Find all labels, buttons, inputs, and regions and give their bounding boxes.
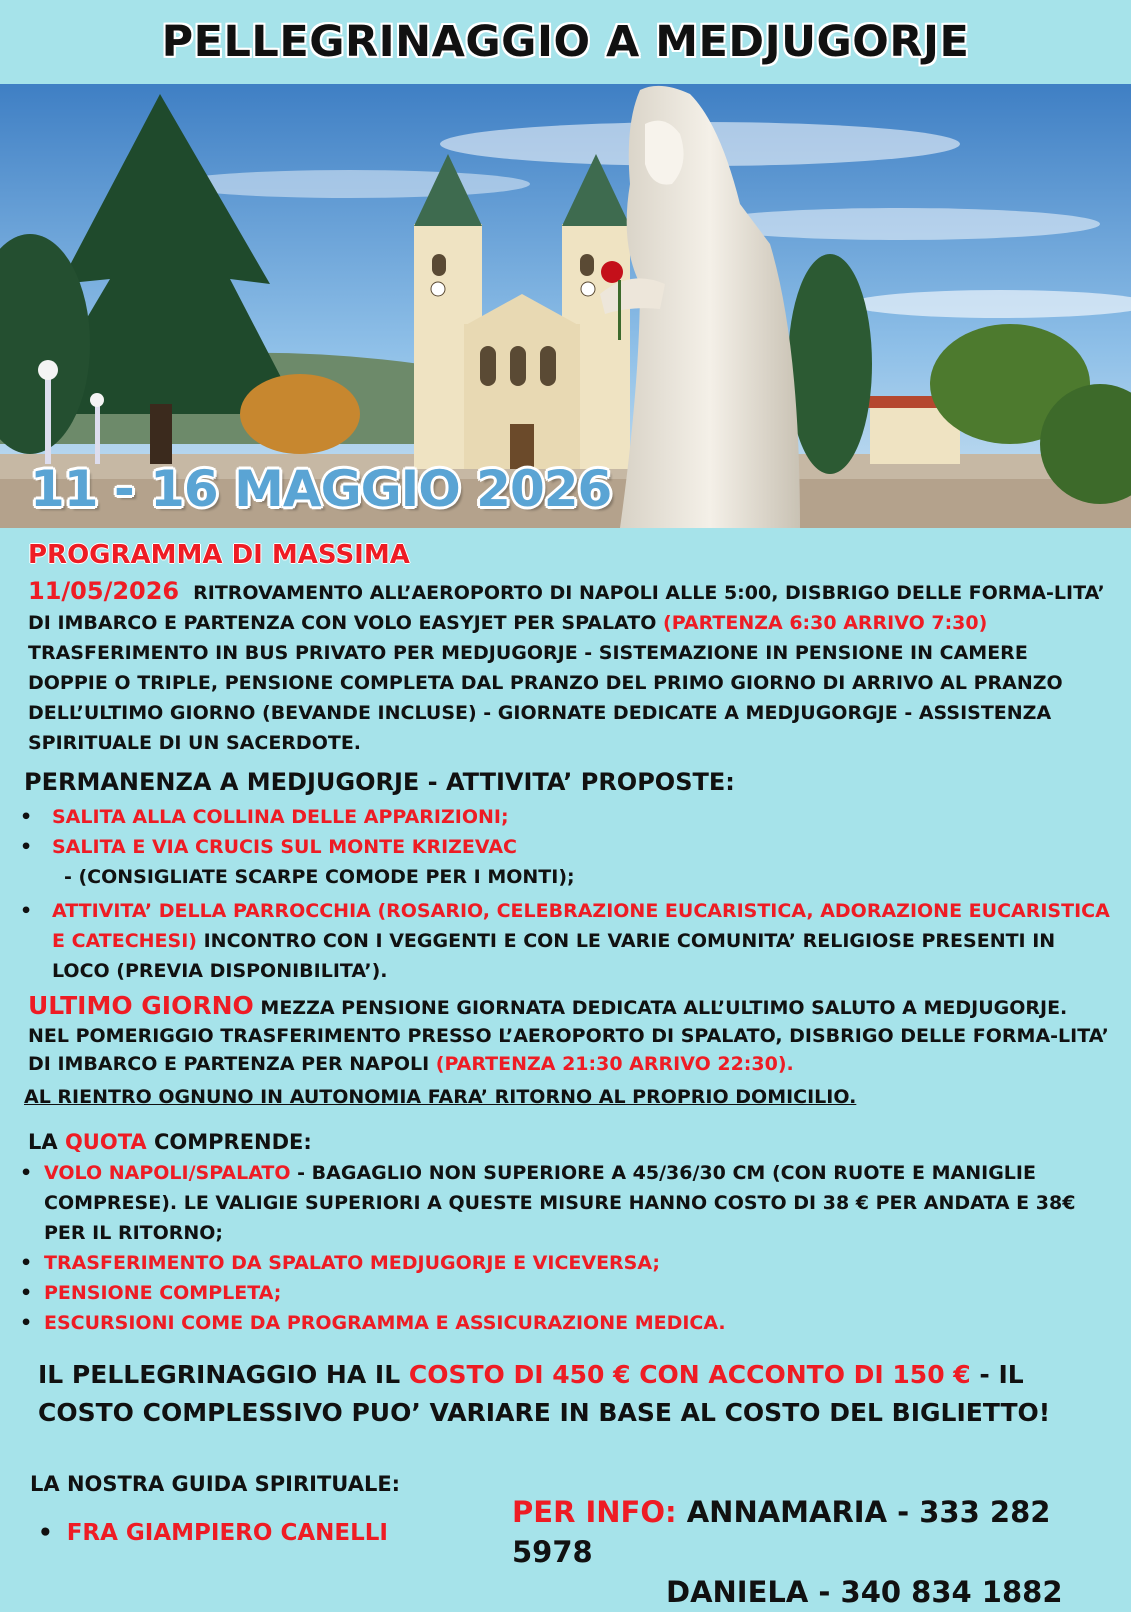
info-label: PER INFO: — [512, 1495, 677, 1529]
quota-item-3: PENSIONE COMPLETA; — [44, 1282, 282, 1304]
bullet-icon: • — [20, 1162, 33, 1184]
title-bar — [0, 0, 1131, 84]
page-title: PELLEGRINAGGIO A MEDJUGORJE — [161, 17, 970, 67]
contact-info — [512, 1492, 1131, 1612]
day1-times: (PARTENZA 6:30 ARRIVO 7:30) — [663, 612, 988, 634]
day1-text-b: TRASFERIMENTO IN BUS PRIVATO PER MEDJUGORJE - SISTEMAZIONE IN PENSIONE IN CAMERE DOPPIE O TRIPLE, PENSIONE COMPLETA DAL PRANZO DEL PRIMO GIORNO DI ARRIVO AL PRANZO DELL’ULTIMO GIORNO (BEVANDE INCLUSE) - GIORNATE DEDICATE A MEDJUGORGJE - ASSISTENZA SPIRITUALE DI UN SACERDOTE. — [28, 642, 1063, 754]
cost-statement — [38, 1356, 1114, 1432]
quota-suffix: COMPRENDE: — [153, 1130, 312, 1154]
day1-text-a: RITROVAMENTO ALL’AEROPORTO DI NAPOLI ALLE 5:00, DISBRIGO DELLE FORMA-LITA’ DI IMBARCO E PARTENZA CON VOLO EASYJET PER SPALATO — [28, 582, 1105, 634]
bullet-icon: • — [20, 1282, 33, 1304]
activity-2-note: - (CONSIGLIATE SCARPE COMODE PER I MONTI); — [64, 866, 575, 888]
list-item — [20, 1278, 1114, 1308]
activity-2: SALITA E VIA CRUCIS SUL MONTE KRIZEVAC — [52, 836, 517, 858]
activity-1: SALITA ALLA COLLINA DELLE APPARIZIONI; — [52, 806, 509, 828]
quota-item-1-black: - BAGAGLIO NON SUPERIORE A 45/36/30 CM (CON RUOTE E MANIGLIE COMPRESE). LE VALIGIE SUPERIORI A QUESTE MISURE HANNO COSTO DI 38 € PER ANDATA E 38€ PER IL RITORNO; — [44, 1162, 1076, 1244]
program-day1 — [28, 576, 1114, 758]
activities-list — [20, 802, 1114, 986]
activity-3-red: ATTIVITA’ DELLA PARROCCHIA (ROSARIO, CELEBRAZIONE EUCARISTICA, ADORAZIONE EUCARISTICA E CATECHESI) — [52, 900, 1110, 952]
quota-item-2: TRASFERIMENTO DA SPALATO MEDJUGORJE E VICEVERSA; — [44, 1252, 661, 1274]
cost-prefix: IL PELLEGRINAGGIO HA IL — [38, 1360, 401, 1389]
cost-amount: COSTO DI 450 € CON ACCONTO DI 150 € — [408, 1360, 971, 1389]
last-day-label: ULTIMO GIORNO — [28, 991, 254, 1020]
program-heading: PROGRAMMA DI MASSIMA — [28, 540, 410, 570]
day1-date: 11/05/2026 — [28, 577, 180, 605]
bullet-icon: • — [20, 1312, 33, 1334]
content — [20, 540, 1114, 1432]
bullet-icon: • — [20, 836, 33, 858]
quota-word: QUOTA — [64, 1130, 147, 1154]
guide-name — [38, 1520, 388, 1546]
bullet-icon: • — [20, 1252, 33, 1274]
list-item — [20, 1158, 1114, 1248]
contact-2: DANIELA - 340 834 1882 — [666, 1575, 1063, 1609]
guide-name-text: FRA GIAMPIERO CANELLI — [66, 1520, 388, 1546]
activity-3-black: INCONTRO CON I VEGGENTI E CON LE VARIE COMUNITA’ RELIGIOSE PRESENTI IN LOCO (PREVIA DISPONIBILITA’). — [52, 930, 1056, 982]
bullet-icon: • — [38, 1520, 53, 1546]
cost-suffix: - IL COSTO COMPLESSIVO PUO’ VARIARE IN BASE AL COSTO DEL BIGLIETTO! — [38, 1360, 1051, 1427]
bullet-icon: • — [20, 900, 33, 922]
quota-prefix: LA — [28, 1130, 58, 1154]
list-item — [20, 832, 1114, 862]
activities-heading: PERMANENZA A MEDJUGORJE - ATTIVITA’ PROPOSTE: — [24, 768, 735, 796]
return-note: AL RIENTRO OGNUNO IN AUTONOMIA FARA’ RITORNO AL PROPRIO DOMICILIO. — [24, 1086, 857, 1108]
last-day — [28, 992, 1114, 1078]
quota-item-1-red: VOLO NAPOLI/SPALATO — [44, 1162, 291, 1184]
quota-list — [20, 1158, 1114, 1338]
last-day-text: MEZZA PENSIONE GIORNATA DEDICATA ALL’ULTIMO SALUTO A MEDJUGORJE. NEL POMERIGGIO TRASFERIMENTO PRESSO L’AEROPORTO DI SPALATO, DISBRIGO DELLE FORMA-LITA’ DI IMBARCO E PARTENZA PER NAPOLI — [28, 997, 1109, 1075]
last-day-times: (PARTENZA 21:30 ARRIVO 22:30). — [435, 1053, 794, 1075]
contact-1: ANNAMARIA - 333 282 5978 — [512, 1495, 1051, 1569]
list-item — [20, 896, 1114, 986]
list-item — [20, 802, 1114, 832]
quota-heading — [28, 1130, 1114, 1154]
guide-heading: LA NOSTRA GUIDA SPIRITUALE: — [30, 1472, 401, 1496]
list-item — [20, 1308, 1114, 1338]
date-range: 11 - 16 MAGGIO 2026 — [30, 460, 612, 518]
bullet-icon: • — [20, 806, 33, 828]
quota-item-4: ESCURSIONI COME DA PROGRAMMA E ASSICURAZIONE MEDICA. — [44, 1312, 726, 1334]
list-item — [20, 1248, 1114, 1278]
